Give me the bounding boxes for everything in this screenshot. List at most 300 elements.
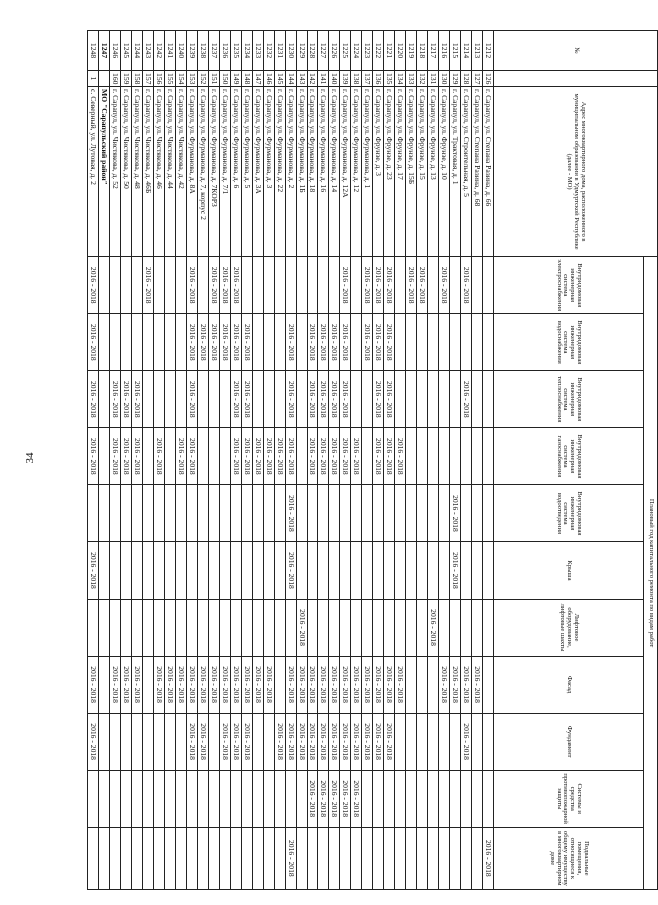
row-sub-number: 158 — [132, 71, 143, 87]
row-address: г. Сарапул, ул. Степана Разина, д. 68 — [472, 87, 483, 257]
row-address: г. Сарапул, ул. Фурманова, д. 12 — [351, 87, 362, 257]
row-year-cell: 2016 - 2018 — [274, 713, 285, 770]
row-year-cell: 2016 - 2018 — [395, 428, 406, 485]
row-year-cell — [153, 542, 164, 599]
row-sub-number: 156 — [153, 71, 164, 87]
row-year-cell — [483, 770, 494, 827]
row-year-cell: 2016 - 2018 — [318, 713, 329, 770]
row-year-cell: 2016 - 2018 — [110, 428, 121, 485]
row-year-cell: 2016 - 2018 — [329, 371, 340, 428]
row-year-cell — [318, 542, 329, 599]
row-address: г. Сарапул, ул. Чистякова, д. 50 — [121, 87, 132, 257]
row-year-cell — [263, 827, 274, 889]
row-number: 1231 — [274, 31, 285, 71]
row-year-cell: 2016 - 2018 — [175, 656, 186, 713]
row-year-cell — [472, 713, 483, 770]
row-year-cell — [329, 599, 340, 656]
row-year-cell — [439, 827, 450, 889]
row-sub-number: 144 — [285, 71, 296, 87]
row-sub-number: 126 — [483, 71, 494, 87]
row-number: 1243 — [143, 31, 154, 71]
row-year-cell: 2016 - 2018 — [230, 371, 241, 428]
row-year-cell — [197, 542, 208, 599]
row-sub-number: 153 — [186, 71, 197, 87]
row-address: г. Сарапул, ул. Фрунзе, д. 15Б — [406, 87, 417, 257]
row-year-cell — [274, 656, 285, 713]
row-year-cell — [110, 542, 121, 599]
row-year-cell: 2016 - 2018 — [406, 257, 417, 314]
row-year-cell — [318, 485, 329, 542]
table-row — [417, 31, 428, 890]
row-year-cell — [351, 599, 362, 656]
row-year-cell — [417, 770, 428, 827]
row-year-cell — [99, 713, 110, 770]
row-address: г. Сарапул, ул. Фурманова, д. 14 — [329, 87, 340, 257]
row-year-cell — [483, 542, 494, 599]
row-year-cell: 2016 - 2018 — [340, 770, 351, 827]
row-year-cell — [274, 599, 285, 656]
row-year-cell — [384, 542, 395, 599]
row-year-cell — [252, 542, 263, 599]
row-sub-number: 143 — [296, 71, 307, 87]
row-number: 1239 — [186, 31, 197, 71]
row-address: г. Сарапул, ул. Фурманова, д. 18 — [307, 87, 318, 257]
row-address: г. Сарапул, ул. Фурманова, д. 22 — [274, 87, 285, 257]
row-year-cell — [362, 542, 373, 599]
row-year-cell — [428, 485, 439, 542]
row-year-cell — [186, 485, 197, 542]
row-number: 1226 — [329, 31, 340, 71]
row-address: г. Сарапул, ул. Чистякова, д. 46 — [153, 87, 164, 257]
table-row — [110, 31, 121, 890]
row-year-cell — [406, 371, 417, 428]
table-row — [230, 31, 241, 890]
row-year-cell: 2016 - 2018 — [219, 314, 230, 371]
row-year-cell — [197, 827, 208, 889]
row-address: г. Сарапул, ул. Степана Разина, д. 66 — [483, 87, 494, 257]
row-year-cell — [307, 485, 318, 542]
row-address: г. Сарапул, ул. Фрунзе, д. 15 — [417, 87, 428, 257]
row-year-cell: 2016 - 2018 — [450, 656, 461, 713]
row-year-cell — [143, 542, 154, 599]
row-year-cell — [121, 257, 132, 314]
row-year-cell — [395, 713, 406, 770]
row-year-cell — [143, 656, 154, 713]
row-number: 1213 — [472, 31, 483, 71]
row-year-cell: 2016 - 2018 — [417, 257, 428, 314]
row-year-cell: 2016 - 2018 — [153, 428, 164, 485]
row-address: г. Сарапул, ул. Чистякова, д. 44 — [164, 87, 175, 257]
row-year-cell — [274, 770, 285, 827]
row-year-cell: 2016 - 2018 — [428, 599, 439, 656]
row-year-cell: 2016 - 2018 — [88, 371, 99, 428]
row-year-cell — [373, 599, 384, 656]
row-year-cell: 2016 - 2018 — [252, 656, 263, 713]
row-year-cell — [208, 428, 219, 485]
row-year-cell — [307, 827, 318, 889]
row-year-cell: 2016 - 2018 — [241, 428, 252, 485]
row-year-cell — [219, 770, 230, 827]
row-sub-number: 157 — [143, 71, 154, 87]
table-row — [175, 31, 186, 890]
row-year-cell: 2016 - 2018 — [340, 257, 351, 314]
row-year-cell — [417, 314, 428, 371]
row-year-cell: 2016 - 2018 — [384, 713, 395, 770]
row-year-cell — [428, 770, 439, 827]
row-year-cell: 2016 - 2018 — [351, 770, 362, 827]
row-year-cell: 2016 - 2018 — [241, 314, 252, 371]
row-sub-number: 130 — [439, 71, 450, 87]
row-year-cell — [373, 827, 384, 889]
row-year-cell: 2016 - 2018 — [461, 656, 472, 713]
row-year-cell: 2016 - 2018 — [329, 656, 340, 713]
table-row — [395, 31, 406, 890]
row-number: 1221 — [384, 31, 395, 71]
row-year-cell — [362, 599, 373, 656]
row-year-cell — [450, 257, 461, 314]
row-year-cell — [428, 827, 439, 889]
row-year-cell: 2016 - 2018 — [285, 485, 296, 542]
header-col: Фасад — [494, 656, 644, 713]
row-year-cell — [230, 542, 241, 599]
row-year-cell — [99, 257, 110, 314]
row-year-cell — [241, 599, 252, 656]
row-number: 1240 — [175, 31, 186, 71]
row-address: г. Сарапул, ул. Строительная, д. 5 — [461, 87, 472, 257]
row-year-cell: 2016 - 2018 — [132, 428, 143, 485]
rotated-table-wrapper — [68, 30, 658, 890]
row-number: 1233 — [252, 31, 263, 71]
row-address: г. Сарапул, ул. Фурманова, д. 7КОРЗ — [208, 87, 219, 257]
row-year-cell — [362, 371, 373, 428]
row-year-cell — [99, 827, 110, 889]
row-year-cell — [406, 542, 417, 599]
row-year-cell: 2016 - 2018 — [121, 656, 132, 713]
row-year-cell: 2016 - 2018 — [362, 257, 373, 314]
row-year-cell — [395, 599, 406, 656]
row-number: 1218 — [417, 31, 428, 71]
table-row — [164, 31, 175, 890]
row-year-cell: 2016 - 2018 — [307, 371, 318, 428]
row-year-cell — [439, 314, 450, 371]
row-year-cell — [110, 713, 121, 770]
table-row — [197, 31, 208, 890]
row-year-cell — [417, 428, 428, 485]
row-year-cell — [307, 599, 318, 656]
row-year-cell — [406, 827, 417, 889]
row-year-cell: 2016 - 2018 — [395, 656, 406, 713]
row-address: г. Сарапул, ул. Чистякова, д. 42 — [175, 87, 186, 257]
row-year-cell: 2016 - 2018 — [461, 257, 472, 314]
row-year-cell — [99, 656, 110, 713]
row-year-cell: 2016 - 2018 — [88, 257, 99, 314]
row-address: г. Сарапул, ул. Чистякова, д. 52 — [110, 87, 121, 257]
header-sub-index — [494, 71, 658, 87]
row-year-cell — [175, 827, 186, 889]
row-year-cell: 2016 - 2018 — [230, 656, 241, 713]
table-row — [307, 31, 318, 890]
row-year-cell — [384, 485, 395, 542]
row-year-cell — [417, 599, 428, 656]
row-year-cell — [252, 257, 263, 314]
row-year-cell — [296, 371, 307, 428]
row-year-cell: 2016 - 2018 — [472, 656, 483, 713]
row-year-cell — [219, 485, 230, 542]
row-sub-number: 151 — [208, 71, 219, 87]
row-year-cell — [472, 485, 483, 542]
row-year-cell — [263, 770, 274, 827]
row-year-cell — [318, 599, 329, 656]
row-address: г. Сарапул, ул. Чистякова, д. 48 — [132, 87, 143, 257]
row-year-cell: 2016 - 2018 — [208, 314, 219, 371]
row-year-cell — [274, 257, 285, 314]
row-year-cell — [164, 713, 175, 770]
row-year-cell — [175, 257, 186, 314]
row-year-cell: 2016 - 2018 — [208, 257, 219, 314]
row-year-cell — [143, 428, 154, 485]
table-row — [241, 31, 252, 890]
row-year-cell: 2016 - 2018 — [285, 428, 296, 485]
row-year-cell — [329, 827, 340, 889]
row-year-cell — [110, 827, 121, 889]
row-year-cell — [153, 713, 164, 770]
row-year-cell: 2016 - 2018 — [186, 371, 197, 428]
row-year-cell: 2016 - 2018 — [384, 314, 395, 371]
table-row — [153, 31, 164, 890]
row-year-cell: 2016 - 2018 — [307, 656, 318, 713]
header-col: Внутридомовая инженерная система водоотведения — [494, 485, 644, 542]
row-number: 1241 — [164, 31, 175, 71]
row-year-cell — [483, 485, 494, 542]
row-year-cell — [197, 428, 208, 485]
row-year-cell: 2016 - 2018 — [175, 428, 186, 485]
row-year-cell — [175, 485, 186, 542]
row-address: г. Сарапул, ул. Фрунзе, д. 10 — [439, 87, 450, 257]
row-year-cell: 2016 - 2018 — [373, 314, 384, 371]
row-sub-number: 128 — [461, 71, 472, 87]
row-sub-number: 127 — [472, 71, 483, 87]
row-year-cell — [252, 485, 263, 542]
row-number: 1235 — [230, 31, 241, 71]
row-year-cell: 2016 - 2018 — [230, 257, 241, 314]
row-year-cell — [428, 542, 439, 599]
row-year-cell — [132, 542, 143, 599]
row-year-cell: 2016 - 2018 — [329, 314, 340, 371]
row-year-cell — [230, 827, 241, 889]
row-year-cell — [153, 485, 164, 542]
row-year-cell — [153, 371, 164, 428]
row-address: г. Сарапул, ул. Фрунзе, д. 3 — [373, 87, 384, 257]
row-year-cell — [99, 485, 110, 542]
row-year-cell — [197, 257, 208, 314]
row-year-cell — [296, 770, 307, 827]
row-year-cell — [99, 542, 110, 599]
row-year-cell: 2016 - 2018 — [351, 713, 362, 770]
table-row — [406, 31, 417, 890]
row-year-cell — [208, 485, 219, 542]
row-year-cell — [395, 542, 406, 599]
row-year-cell: 2016 - 2018 — [197, 713, 208, 770]
row-year-cell: 2016 - 2018 — [186, 314, 197, 371]
row-year-cell — [263, 542, 274, 599]
row-year-cell: 2016 - 2018 — [285, 371, 296, 428]
row-year-cell — [143, 770, 154, 827]
row-number: 1220 — [395, 31, 406, 71]
row-address: г. Сарапул, ул. Фрунзе, д. 13 — [428, 87, 439, 257]
row-year-cell — [263, 314, 274, 371]
row-year-cell — [143, 485, 154, 542]
row-address: г. Сарапул, ул. Фурманова, д. 16 — [318, 87, 329, 257]
table-body — [88, 31, 494, 890]
row-sub-number: 140 — [329, 71, 340, 87]
row-year-cell — [461, 542, 472, 599]
table-row — [132, 31, 143, 890]
row-year-cell: 2016 - 2018 — [263, 428, 274, 485]
row-year-cell — [428, 656, 439, 713]
row-address: г. Сарапул, ул. Фурманова, д. 12А — [340, 87, 351, 257]
row-address: МО "Сарапульский район" — [99, 87, 110, 257]
row-year-cell: 2016 - 2018 — [362, 713, 373, 770]
row-year-cell: 2016 - 2018 — [219, 656, 230, 713]
row-year-cell — [121, 599, 132, 656]
row-sub-number: 132 — [417, 71, 428, 87]
row-year-cell — [164, 599, 175, 656]
row-year-cell: 2016 - 2018 — [307, 713, 318, 770]
row-year-cell — [329, 485, 340, 542]
row-year-cell — [406, 428, 417, 485]
row-number: 1230 — [285, 31, 296, 71]
row-year-cell — [384, 770, 395, 827]
row-year-cell — [329, 257, 340, 314]
row-year-cell — [406, 656, 417, 713]
row-year-cell — [417, 713, 428, 770]
row-year-cell — [296, 827, 307, 889]
row-year-cell: 2016 - 2018 — [340, 428, 351, 485]
row-year-cell: 2016 - 2018 — [219, 713, 230, 770]
row-year-cell: 2016 - 2018 — [132, 656, 143, 713]
row-year-cell — [351, 314, 362, 371]
row-year-cell — [439, 599, 450, 656]
row-year-cell — [450, 827, 461, 889]
row-year-cell — [428, 428, 439, 485]
row-year-cell — [483, 656, 494, 713]
row-year-cell: 2016 - 2018 — [153, 656, 164, 713]
row-year-cell — [483, 257, 494, 314]
table-row — [340, 31, 351, 890]
row-year-cell — [88, 599, 99, 656]
row-year-cell — [110, 314, 121, 371]
row-year-cell: 2016 - 2018 — [307, 314, 318, 371]
row-number: 1248 — [88, 31, 99, 71]
row-year-cell — [263, 257, 274, 314]
row-year-cell: 2016 - 2018 — [186, 428, 197, 485]
row-year-cell — [263, 599, 274, 656]
row-year-cell — [362, 485, 373, 542]
row-sub-number: 135 — [384, 71, 395, 87]
table-row — [285, 31, 296, 890]
row-year-cell — [274, 371, 285, 428]
row-year-cell — [132, 770, 143, 827]
row-sub-number: 136 — [373, 71, 384, 87]
row-number: 1244 — [132, 31, 143, 71]
row-year-cell — [121, 770, 132, 827]
row-year-cell — [208, 770, 219, 827]
row-year-cell: 2016 - 2018 — [329, 713, 340, 770]
row-year-cell: 2016 - 2018 — [164, 656, 175, 713]
row-year-cell — [450, 713, 461, 770]
row-year-cell: 2016 - 2018 — [296, 656, 307, 713]
row-year-cell — [143, 827, 154, 889]
row-year-cell — [439, 542, 450, 599]
row-year-cell — [186, 770, 197, 827]
row-year-cell — [373, 770, 384, 827]
row-year-cell — [132, 485, 143, 542]
row-sub-number: 147 — [252, 71, 263, 87]
row-year-cell — [164, 314, 175, 371]
row-number: 1234 — [241, 31, 252, 71]
header-index: № — [494, 31, 658, 71]
row-year-cell — [395, 770, 406, 827]
row-year-cell — [241, 257, 252, 314]
row-year-cell — [186, 542, 197, 599]
row-year-cell — [219, 428, 230, 485]
row-year-cell — [132, 599, 143, 656]
row-sub-number: 138 — [351, 71, 362, 87]
row-year-cell: 2016 - 2018 — [439, 257, 450, 314]
row-year-cell — [99, 770, 110, 827]
row-year-cell: 2016 - 2018 — [362, 314, 373, 371]
row-year-cell: 2016 - 2018 — [208, 656, 219, 713]
row-number: 1212 — [483, 31, 494, 71]
row-year-cell — [439, 428, 450, 485]
row-sub-number: 139 — [340, 71, 351, 87]
row-year-cell: 2016 - 2018 — [461, 713, 472, 770]
header-col: Лифтовое оборудование, лифтовые шахты — [494, 599, 644, 656]
row-address: г. Сарапул, ул. Фурманова, д. 7/1 — [219, 87, 230, 257]
row-year-cell — [439, 485, 450, 542]
row-year-cell: 2016 - 2018 — [88, 314, 99, 371]
table-row — [472, 31, 483, 890]
row-year-cell — [461, 428, 472, 485]
row-year-cell — [164, 542, 175, 599]
row-year-cell — [450, 599, 461, 656]
row-year-cell — [461, 827, 472, 889]
row-year-cell — [252, 371, 263, 428]
row-year-cell — [132, 314, 143, 371]
row-year-cell: 2016 - 2018 — [121, 428, 132, 485]
row-year-cell: 2016 - 2018 — [351, 428, 362, 485]
table-row — [483, 31, 494, 890]
row-year-cell — [340, 599, 351, 656]
row-address: г. Сарапул, ул. Фурманова, д. 1 — [362, 87, 373, 257]
row-year-cell — [241, 770, 252, 827]
table-row — [252, 31, 263, 890]
row-number: 1229 — [296, 31, 307, 71]
row-sub-number — [99, 71, 110, 87]
row-year-cell — [406, 485, 417, 542]
header-col: Внутридомовая инженерная система электроснабжения — [494, 257, 644, 314]
row-year-cell — [472, 827, 483, 889]
row-number: 1224 — [351, 31, 362, 71]
row-year-cell — [274, 314, 285, 371]
row-year-cell — [132, 827, 143, 889]
row-address: г. Сарапул, ул. Фрунзе, д. 23 — [384, 87, 395, 257]
row-year-cell: 2016 - 2018 — [384, 428, 395, 485]
row-year-cell — [307, 542, 318, 599]
row-year-cell: 2016 - 2018 — [197, 314, 208, 371]
row-year-cell — [132, 713, 143, 770]
row-year-cell — [417, 656, 428, 713]
